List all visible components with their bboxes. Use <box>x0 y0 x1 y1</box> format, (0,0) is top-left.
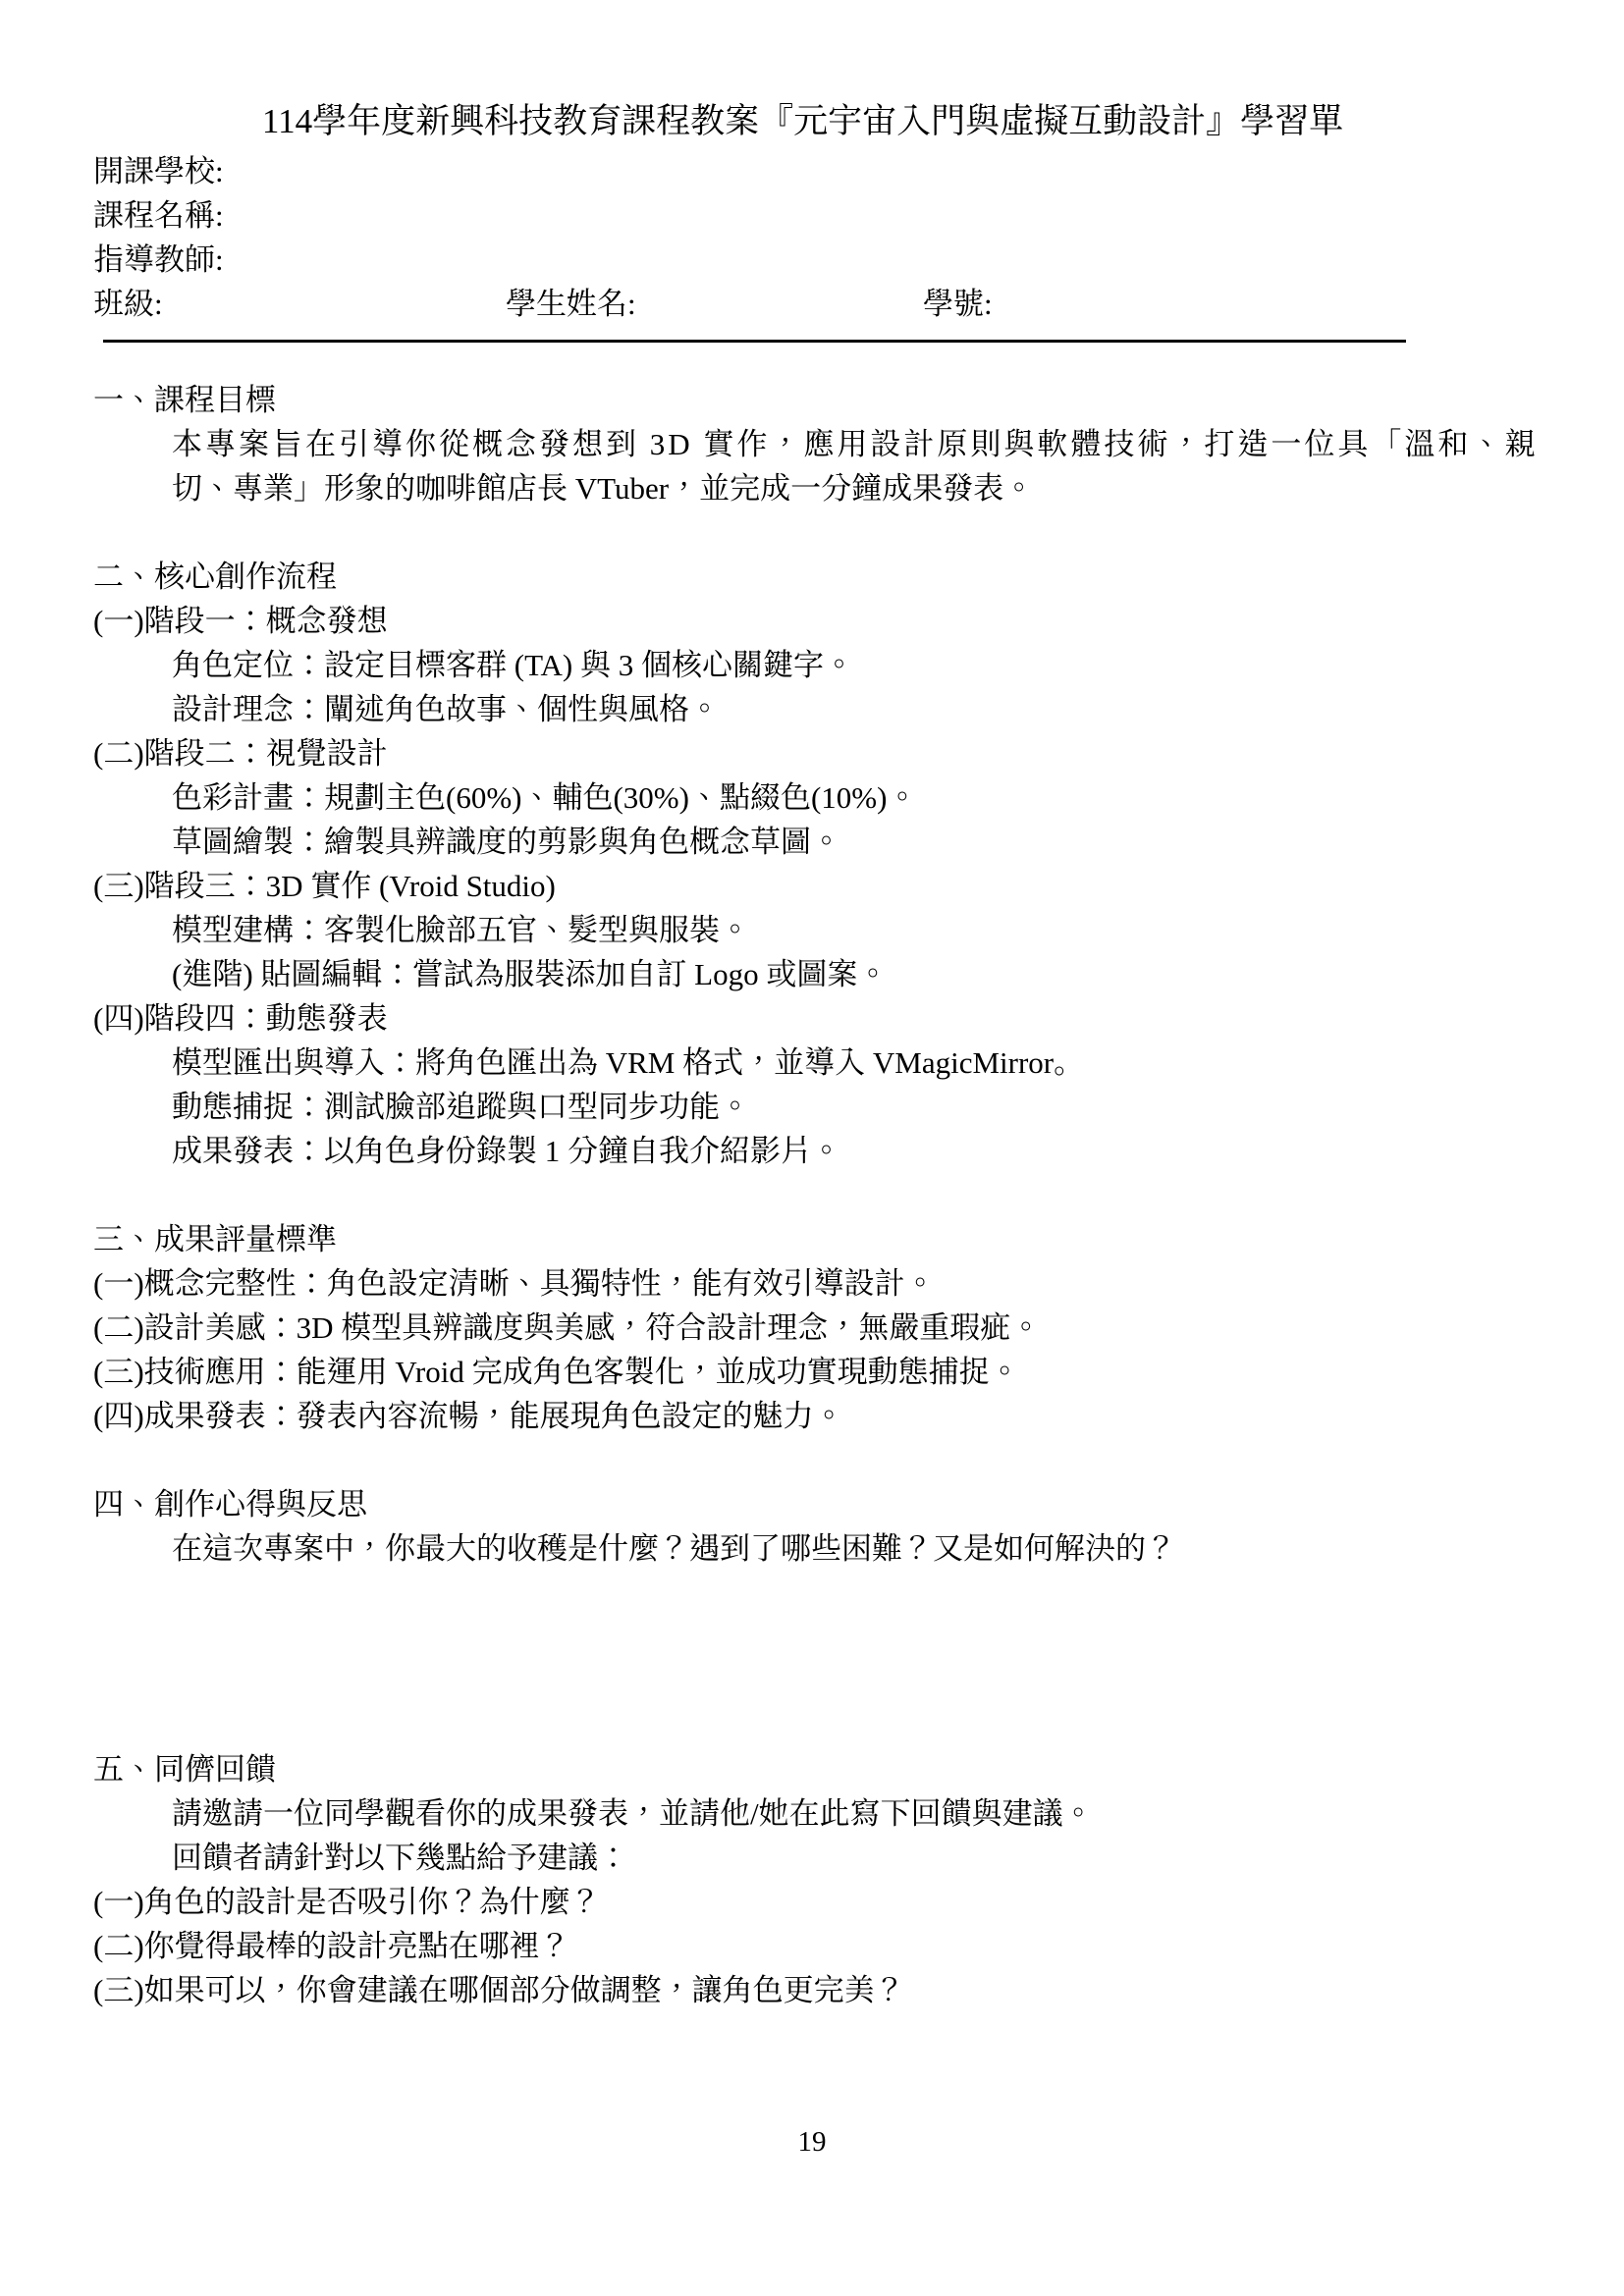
evaluation-item2: (二)設計美感：3D 模型具辨識度與美感，符合設計理念，無嚴重瑕疵。 <box>93 1310 1042 1345</box>
field-school-label: 開課學校: <box>93 154 224 188</box>
reflection-writing-space <box>93 1571 1512 1615</box>
process-stage1-title: (一)階段一：概念發想 <box>93 604 388 638</box>
process-stage1-item2: 設計理念：闡述角色故事、個性與風格。 <box>172 692 720 726</box>
spacer <box>93 1438 1512 1482</box>
spacer <box>93 510 1512 555</box>
process-stage1-item1: 角色定位：設定目標客群 (TA) 與 3 個核心關鍵字。 <box>172 648 854 682</box>
field-class-label: 班級: <box>93 287 163 321</box>
spacer <box>93 1173 1512 1217</box>
peer-feedback-question1: (一)角色的設計是否吸引你？為什麼？ <box>93 1885 601 1919</box>
reflection-prompt: 在這次專案中，你最大的收穫是什麼？遇到了哪些困難？又是如何解決的？ <box>172 1531 1176 1566</box>
page-number: 19 <box>797 2126 827 2158</box>
header-divider <box>103 340 1406 343</box>
process-stage4-title: (四)階段四：動態發表 <box>93 1001 388 1036</box>
peer-feedback-intro2: 回饋者請針對以下幾點給予建議： <box>172 1841 628 1875</box>
peer-feedback-question3: (三)如果可以，你會建議在哪個部分做調整，讓角色更完美？ <box>93 1973 905 2007</box>
evaluation-item4: (四)成果發表：發表內容流暢，能展現角色設定的魅力。 <box>93 1399 844 1433</box>
peer-feedback-question2: (二)你覺得最棒的設計亮點在哪裡？ <box>93 1929 570 1963</box>
document-content <box>93 0 1539 2012</box>
section-process-heading: 二、核心創作流程 <box>93 560 337 594</box>
document-title: 114學年度新興科技教育課程教案『元宇宙入門與虛擬互動設計』學習單 <box>261 102 1344 140</box>
evaluation-item1: (一)概念完整性：角色設定清晰、具獨特性，能有效引導設計。 <box>93 1266 936 1301</box>
process-stage4-item1: 模型匯出與導入：將角色匯出為 VRM 格式，並導入 VMagicMirror。 <box>172 1045 1085 1080</box>
evaluation-item3: (三)技術應用：能運用 Vroid 完成角色客製化，並成功實現動態捕捉。 <box>93 1355 1020 1389</box>
process-stage3-item2: (進階) 貼圖編輯：嘗試為服裝添加自訂 Logo 或圖案。 <box>172 957 889 991</box>
student-info-row <box>93 282 1512 326</box>
objectives-text-line1: 本專案旨在引導你從概念發想到 3D 實作，應用設計原則與軟體技術，打造一位具「溫和、親 <box>172 427 1539 461</box>
process-stage4-item3: 成果發表：以角色身份錄製 1 分鐘自我介紹影片。 <box>172 1134 841 1168</box>
process-stage2-item1: 色彩計畫：規劃主色(60%)、輔色(30%)、點綴色(10%)。 <box>172 780 918 815</box>
field-student-id-label: 學號: <box>923 287 993 321</box>
reflection-writing-space <box>93 1659 1512 1703</box>
peer-feedback-intro1: 請邀請一位同學觀看你的成果發表，並請他/她在此寫下回饋與建議。 <box>172 1796 1094 1831</box>
field-teacher-label: 指導教師: <box>93 242 224 277</box>
section-objectives-heading: 一、課程目標 <box>93 383 276 417</box>
field-course-label: 課程名稱: <box>93 198 224 233</box>
reflection-writing-space <box>93 1615 1512 1659</box>
process-stage4-item2: 動態捕捉：測試臉部追蹤與口型同步功能。 <box>172 1090 750 1124</box>
section-evaluation-heading: 三、成果評量標準 <box>93 1222 337 1256</box>
process-stage2-item2: 草圖繪製：繪製具辨識度的剪影與角色概念草圖。 <box>172 825 841 859</box>
process-stage3-title: (三)階段三：3D 實作 (Vroid Studio) <box>93 869 556 903</box>
objectives-text-line2: 切、專業」形象的咖啡館店長 VTuber，並完成一分鐘成果發表。 <box>172 471 1035 506</box>
process-stage2-title: (二)階段二：視覺設計 <box>93 736 388 771</box>
process-stage3-item1: 模型建構：客製化臉部五官、髮型與服裝。 <box>172 913 750 947</box>
reflection-writing-space <box>93 1703 1512 1747</box>
field-student-name-label: 學生姓名: <box>506 287 636 321</box>
section-reflection-heading: 四、創作心得與反思 <box>93 1487 367 1522</box>
section-peer-feedback-heading: 五、同儕回饋 <box>93 1752 276 1787</box>
